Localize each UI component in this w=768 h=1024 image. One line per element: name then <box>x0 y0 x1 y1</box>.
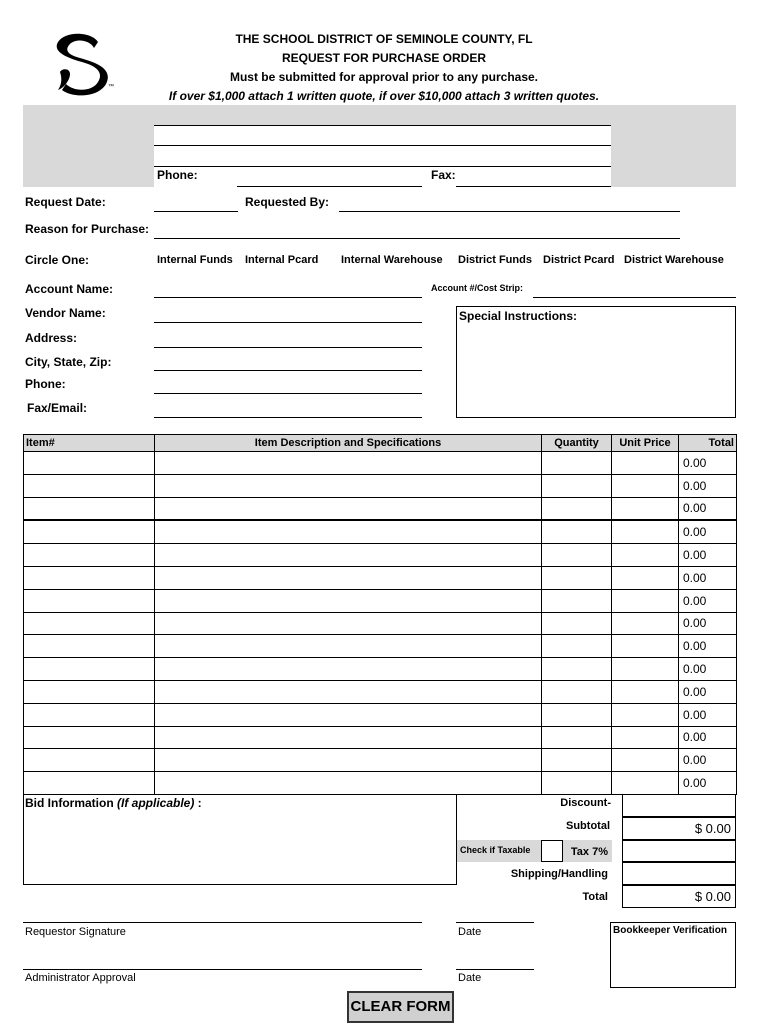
item-number-cell[interactable] <box>24 658 155 681</box>
table-row <box>24 635 737 658</box>
school-fax-field[interactable] <box>458 168 612 184</box>
special-instructions-label: Special Instructions: <box>459 309 578 323</box>
item-description-header: Item Description and Specifications <box>155 435 542 452</box>
quantity-cell[interactable] <box>542 589 612 612</box>
school-fax-label: Fax: <box>431 168 456 182</box>
line-total-cell: 0.00 <box>679 703 737 726</box>
vendor-phone-label: Phone: <box>25 377 66 391</box>
quantity-cell[interactable] <box>542 635 612 658</box>
school-fax-line <box>456 186 611 187</box>
school-info-line-3 <box>154 166 611 167</box>
grand-total-cell: $ 0.00 <box>622 885 736 908</box>
item-number-cell[interactable] <box>24 772 155 795</box>
requestor-signature-line <box>23 922 422 923</box>
item-number-cell[interactable] <box>24 726 155 749</box>
table-row <box>24 772 737 795</box>
vendor-address-field[interactable] <box>156 330 422 346</box>
quantity-cell[interactable] <box>542 452 612 475</box>
line-total-cell: 0.00 <box>679 589 737 612</box>
tax-cell <box>622 840 736 862</box>
table-row <box>24 497 737 520</box>
school-info-line-1 <box>154 125 611 126</box>
item-description-cell[interactable] <box>155 452 542 475</box>
requestor-date-line <box>456 922 534 923</box>
unit-price-cell[interactable] <box>612 726 679 749</box>
bid-information-label-italic: (If applicable) <box>117 796 195 810</box>
line-total-cell: 0.00 <box>679 544 737 567</box>
account-number-line <box>533 297 736 298</box>
bid-information-label-text: Bid Information <box>25 796 117 810</box>
vendor-fax-email-field[interactable] <box>156 400 422 416</box>
item-number-cell[interactable] <box>24 474 155 497</box>
trademark-mark: ™ <box>108 84 114 90</box>
item-number-cell[interactable] <box>24 566 155 589</box>
requested-by-line <box>339 211 680 212</box>
request-date-label: Request Date: <box>25 195 106 209</box>
reason-for-purchase-line <box>154 238 680 239</box>
option-district-funds[interactable]: District Funds <box>458 254 532 266</box>
table-row <box>24 520 737 543</box>
vendor-phone-line <box>154 393 422 394</box>
unit-price-cell[interactable] <box>612 635 679 658</box>
vendor-city-line <box>154 370 422 371</box>
quantity-cell[interactable] <box>542 749 612 772</box>
administrator-approval-label: Administrator Approval <box>25 972 136 984</box>
school-info-left-shade <box>23 105 154 187</box>
reason-for-purchase-field[interactable] <box>156 221 680 237</box>
item-number-cell[interactable] <box>24 589 155 612</box>
table-row <box>24 749 737 772</box>
unit-price-cell[interactable] <box>612 658 679 681</box>
bid-information-box[interactable] <box>23 794 457 885</box>
quantity-cell[interactable] <box>542 520 612 543</box>
item-description-cell[interactable] <box>155 474 542 497</box>
discount-cell[interactable] <box>622 794 736 817</box>
item-description-cell[interactable] <box>155 544 542 567</box>
administrator-date-label: Date <box>458 972 482 984</box>
table-row <box>24 452 737 475</box>
unit-price-cell[interactable] <box>612 749 679 772</box>
subtotal-label: Subtotal <box>566 820 610 832</box>
requestor-date-label: Date <box>458 926 482 938</box>
item-description-cell[interactable] <box>155 589 542 612</box>
school-info-right-shade <box>611 105 736 187</box>
requested-by-label: Requested By: <box>245 195 330 209</box>
request-date-line <box>154 211 238 212</box>
option-district-warehouse[interactable]: District Warehouse <box>624 254 724 266</box>
option-internal-warehouse[interactable]: Internal Warehouse <box>341 254 443 266</box>
discount-label: Discount- <box>560 797 611 809</box>
items-table <box>23 434 737 795</box>
table-row <box>24 703 737 726</box>
quantity-cell[interactable] <box>542 703 612 726</box>
account-number-field[interactable] <box>535 280 736 296</box>
district-title: THE SCHOOL DISTRICT OF SEMINOLE COUNTY, FL <box>235 32 533 46</box>
school-info-line-2 <box>154 145 611 146</box>
vendor-name-label: Vendor Name: <box>25 306 106 320</box>
line-total-cell: 0.00 <box>679 497 737 520</box>
quantity-header: Quantity <box>542 435 612 452</box>
vendor-fax-email-line <box>154 417 422 418</box>
vendor-name-field[interactable] <box>156 305 422 321</box>
table-row <box>24 680 737 703</box>
line-total-cell: 0.00 <box>679 612 737 635</box>
quote-requirement-note: If over $1,000 attach 1 written quote, if over $10,000 attach 3 written quotes. <box>168 89 600 103</box>
bookkeeper-verification-label: Bookkeeper Verification <box>613 925 727 936</box>
quantity-cell[interactable] <box>542 544 612 567</box>
line-total-cell: 0.00 <box>679 474 737 497</box>
reason-for-purchase-label: Reason for Purchase: <box>25 222 150 236</box>
request-date-field[interactable] <box>156 194 240 210</box>
item-number-cell[interactable] <box>24 544 155 567</box>
unit-price-header: Unit Price <box>612 435 679 452</box>
administrator-date-line <box>456 969 534 970</box>
account-name-field[interactable] <box>156 280 422 296</box>
shipping-handling-cell[interactable] <box>622 862 736 885</box>
administrator-approval-line <box>23 969 422 970</box>
clear-form-button[interactable]: CLEAR FORM <box>347 991 454 1023</box>
item-number-cell[interactable] <box>24 520 155 543</box>
table-row <box>24 658 737 681</box>
table-row <box>24 544 737 567</box>
line-total-cell: 0.00 <box>679 772 737 795</box>
quantity-cell[interactable] <box>542 726 612 749</box>
item-number-cell[interactable] <box>24 612 155 635</box>
quantity-cell[interactable] <box>542 497 612 520</box>
line-total-cell: 0.00 <box>679 726 737 749</box>
unit-price-cell[interactable] <box>612 497 679 520</box>
line-total-cell: 0.00 <box>679 658 737 681</box>
account-name-label: Account Name: <box>25 282 114 296</box>
quantity-cell[interactable] <box>542 566 612 589</box>
item-number-cell[interactable] <box>24 703 155 726</box>
school-phone-label: Phone: <box>157 168 198 182</box>
school-phone-field[interactable] <box>240 168 422 184</box>
quantity-cell[interactable] <box>542 474 612 497</box>
quantity-cell[interactable] <box>542 772 612 795</box>
item-description-cell[interactable] <box>155 520 542 543</box>
school-phone-line <box>237 186 422 187</box>
school-info-field-2[interactable] <box>156 148 610 164</box>
form-title: REQUEST FOR PURCHASE ORDER <box>281 51 487 65</box>
item-number-cell[interactable] <box>24 452 155 475</box>
item-number-cell[interactable] <box>24 749 155 772</box>
vendor-phone-field[interactable] <box>156 376 422 392</box>
grand-total-label: Total <box>582 891 608 903</box>
item-description-cell[interactable] <box>155 749 542 772</box>
quantity-cell[interactable] <box>542 612 612 635</box>
unit-price-cell[interactable] <box>612 680 679 703</box>
bookkeeper-verification-box[interactable] <box>610 922 736 988</box>
table-row <box>24 726 737 749</box>
item-number-cell[interactable] <box>24 635 155 658</box>
subtotal-cell: $ 0.00 <box>622 817 736 840</box>
vendor-name-line <box>154 322 422 323</box>
item-description-cell[interactable] <box>155 566 542 589</box>
line-total-cell: 0.00 <box>679 520 737 543</box>
line-total-cell: 0.00 <box>679 452 737 475</box>
account-name-line <box>154 297 422 298</box>
unit-price-cell[interactable] <box>612 474 679 497</box>
unit-price-cell[interactable] <box>612 544 679 567</box>
unit-price-cell[interactable] <box>612 703 679 726</box>
bid-information-label <box>25 796 202 810</box>
vendor-address-line <box>154 347 422 348</box>
line-total-cell: 0.00 <box>679 635 737 658</box>
school-info-top-shade <box>154 105 611 125</box>
bid-information-label-end: : <box>194 796 202 810</box>
table-row <box>24 474 737 497</box>
requestor-signature-label: Requestor Signature <box>25 926 126 938</box>
unit-price-cell[interactable] <box>612 452 679 475</box>
unit-price-cell[interactable] <box>612 566 679 589</box>
circle-one-label: Circle One: <box>25 253 90 267</box>
line-total-cell: 0.00 <box>679 566 737 589</box>
line-total-cell: 0.00 <box>679 749 737 772</box>
table-row <box>24 566 737 589</box>
items-table-header <box>24 435 737 452</box>
option-internal-funds[interactable]: Internal Funds <box>157 254 233 266</box>
account-number-label: Account #/Cost Strip: <box>431 283 524 293</box>
item-description-cell[interactable] <box>155 680 542 703</box>
vendor-city-field[interactable] <box>156 353 422 369</box>
unit-price-cell[interactable] <box>612 772 679 795</box>
item-description-cell[interactable] <box>155 497 542 520</box>
option-district-pcard[interactable]: District Pcard <box>543 254 615 266</box>
tax-label: Tax 7% <box>570 846 608 858</box>
special-instructions-box[interactable] <box>456 306 736 418</box>
vendor-city-label: City, State, Zip: <box>25 355 112 369</box>
check-if-taxable-label: Check if Taxable <box>460 845 531 855</box>
option-internal-pcard[interactable]: Internal Pcard <box>245 254 319 266</box>
unit-price-cell[interactable] <box>612 589 679 612</box>
item-number-header: Item# <box>24 435 155 452</box>
item-description-cell[interactable] <box>155 635 542 658</box>
item-number-cell[interactable] <box>24 497 155 520</box>
approval-note: Must be submitted for approval prior to any purchase. <box>229 70 539 84</box>
unit-price-cell[interactable] <box>612 520 679 543</box>
item-description-cell[interactable] <box>155 658 542 681</box>
item-number-cell[interactable] <box>24 680 155 703</box>
school-info-field-1[interactable] <box>156 128 610 144</box>
line-total-cell: 0.00 <box>679 680 737 703</box>
quantity-cell[interactable] <box>542 680 612 703</box>
shipping-handling-label: Shipping/Handling <box>510 868 608 880</box>
item-description-cell[interactable] <box>155 612 542 635</box>
unit-price-cell[interactable] <box>612 612 679 635</box>
requested-by-field[interactable] <box>341 194 681 210</box>
item-description-cell[interactable] <box>155 703 542 726</box>
table-row <box>24 612 737 635</box>
vendor-address-label: Address: <box>25 331 78 345</box>
vendor-fax-email-label: Fax/Email: <box>27 401 88 415</box>
item-description-cell[interactable] <box>155 772 542 795</box>
item-description-cell[interactable] <box>155 726 542 749</box>
quantity-cell[interactable] <box>542 658 612 681</box>
total-header: Total <box>679 435 737 452</box>
table-row <box>24 589 737 612</box>
